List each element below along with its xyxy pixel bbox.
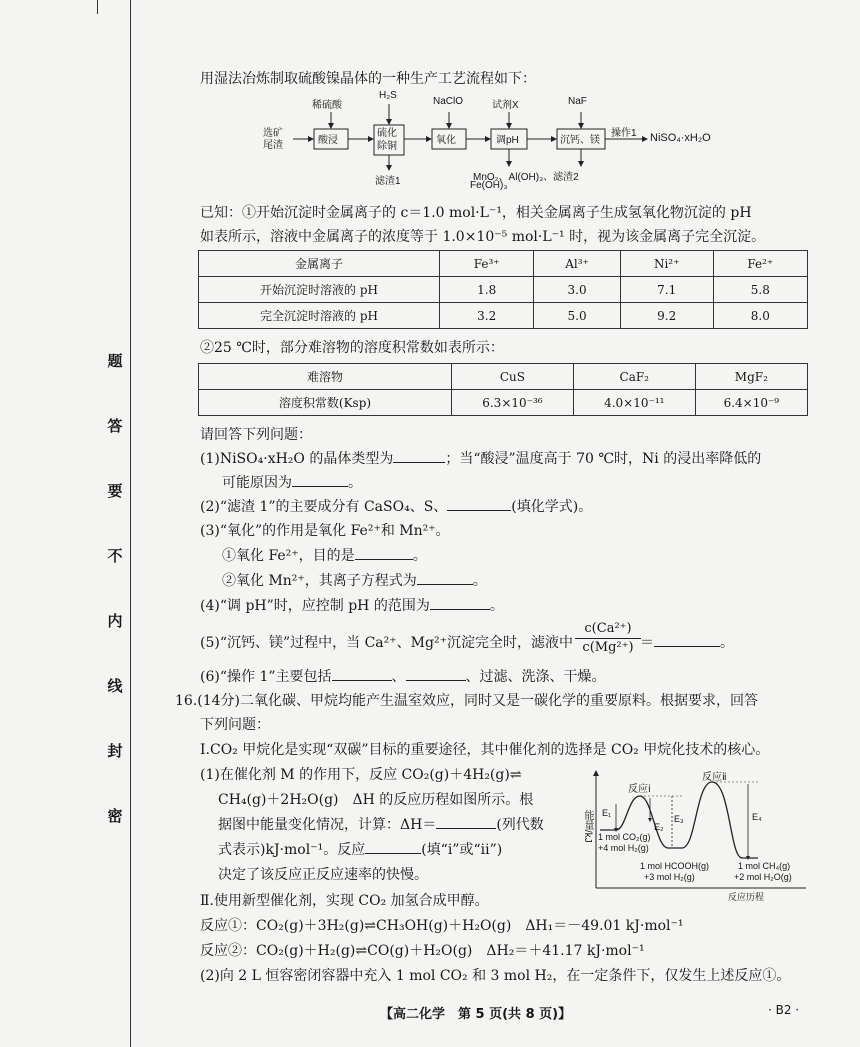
table-cell: 6.4×10⁻⁹ bbox=[695, 390, 807, 416]
table-cell: CaF₂ bbox=[573, 364, 695, 390]
step-label: 硫化 除铜 bbox=[377, 128, 397, 152]
binding-line bbox=[130, 0, 131, 1047]
p1-line5: 决定了该反应正反应速率的快慢。 bbox=[218, 867, 428, 883]
q1-text-b: ；当“酸浸”温度高于 70 ℃时，Ni 的浸出率降低的 bbox=[445, 451, 762, 467]
answer-blank[interactable] bbox=[430, 595, 490, 610]
known1-line1: 已知：①开始沉淀时金属离子的 c＝1.0 mol·L⁻¹，相关金属离子生成氢氧化物沉淀的 pH bbox=[200, 205, 752, 221]
x-axis-label: 反应历程 bbox=[728, 892, 765, 902]
p1-line4 bbox=[218, 839, 502, 859]
e4-label: E₄ bbox=[752, 812, 762, 822]
state1-label: +4 mol H₂(g) bbox=[598, 843, 649, 853]
answer-blank[interactable] bbox=[365, 839, 421, 854]
part1-text: Ⅰ.CO₂ 甲烷化是实现“双碳”目标的重要途径，其中催化剂的选择是 CO₂ 甲烷化技术的核心。 bbox=[200, 742, 770, 758]
q2-text-a: (2)“滤渣 1”的主要成分有 CaSO₄、S、 bbox=[200, 499, 448, 515]
binding-char: 内 bbox=[107, 612, 123, 630]
residue1-label: 滤渣1 bbox=[375, 176, 401, 187]
q3b-text: ②氧化 Mn²⁺，其离子方程式为 bbox=[222, 573, 417, 589]
page-code: · B2 · bbox=[768, 1003, 800, 1017]
reaction-ii-label: 反应ⅱ bbox=[702, 772, 727, 783]
binding-char: 不 bbox=[107, 547, 123, 565]
binding-char: 线 bbox=[107, 677, 123, 695]
energy-diagram bbox=[578, 770, 810, 902]
answer-blank[interactable] bbox=[417, 570, 473, 585]
y-axis-label: 能量/kJ bbox=[582, 810, 593, 843]
answer-blank[interactable] bbox=[654, 632, 720, 647]
answer-blank[interactable] bbox=[436, 814, 496, 829]
fraction-numerator: c(Ca²⁺) bbox=[575, 620, 641, 639]
state3-label: +2 mol H₂O(g) bbox=[734, 872, 792, 882]
table-header-row bbox=[199, 364, 808, 390]
table-row bbox=[199, 303, 808, 329]
table-cell: 3.0 bbox=[534, 277, 620, 303]
q16-line2: 下列问题： bbox=[200, 717, 270, 733]
binding-char: 密 bbox=[107, 807, 123, 825]
table-row bbox=[199, 277, 808, 303]
p1-line1: (1)在催化剂 M 的作用下，反应 CO₂(g)＋4H₂(g)⇌ bbox=[200, 767, 522, 783]
ask-text: 请回答下列问题： bbox=[200, 427, 312, 443]
p1-text-c: 据图中能量变化情况，计算：ΔH＝ bbox=[218, 817, 437, 833]
fraction-denominator: c(Mg²⁺) bbox=[582, 640, 634, 655]
table-cell: 5.0 bbox=[534, 303, 620, 329]
step-label: 氧化 bbox=[436, 135, 456, 146]
ksp-table bbox=[198, 363, 808, 416]
q3a-text: ①氧化 Fe²⁺，目的是 bbox=[222, 548, 355, 564]
flow-labels bbox=[255, 92, 735, 192]
binding-char: 封 bbox=[107, 742, 123, 760]
answer-blank[interactable] bbox=[393, 448, 445, 463]
q1-line1 bbox=[200, 448, 761, 468]
reagent-label: H₂S bbox=[379, 90, 397, 101]
table-cell: 溶度积常数(Ksp) bbox=[199, 390, 452, 416]
table-cell: 5.8 bbox=[713, 277, 807, 303]
p1-line3 bbox=[218, 814, 544, 834]
reaction-ii-curve bbox=[682, 782, 758, 858]
answer-blank[interactable] bbox=[292, 472, 348, 487]
residue2b-label: Fe(OH)₃ bbox=[470, 180, 508, 191]
part2-text: Ⅱ.使用新型催化剂，实现 CO₂ 加氢合成甲醇。 bbox=[200, 893, 489, 909]
q3b-line: ②氧化 Mn²⁺，其离子方程式为 。 bbox=[222, 570, 487, 590]
q6-text-a: (6)“操作 1”主要包括 bbox=[200, 669, 332, 685]
q2-line bbox=[200, 496, 592, 516]
binding-warning bbox=[104, 350, 126, 826]
q5-fraction bbox=[575, 620, 641, 657]
binding-char: 答 bbox=[107, 417, 123, 435]
reagent-label: 稀硫酸 bbox=[312, 100, 342, 111]
table-cell: 4.0×10⁻¹¹ bbox=[573, 390, 695, 416]
intro-text: 用湿法冶炼制取硫酸镍晶体的一种生产工艺流程如下： bbox=[200, 71, 536, 87]
state3-label: 1 mol CH₄(g) bbox=[738, 861, 791, 871]
q4-line: (4)“调 pH”时，应控制 pH 的范围为 。 bbox=[200, 595, 504, 615]
table-cell: Fe²⁺ bbox=[713, 251, 807, 277]
reaction1-text: 反应①：CO₂(g)＋3H₂(g)⇌CH₃OH(g)＋H₂O(g) ΔH₁＝－49.01 kJ·mol⁻¹ bbox=[200, 918, 684, 934]
answer-blank[interactable] bbox=[406, 666, 466, 681]
table-cell: 8.0 bbox=[713, 303, 807, 329]
known1-line2: 如表所示，溶液中金属离子的浓度等于 1.0×10⁻⁵ mol·L⁻¹ 时，视为该金属离子完全沉淀。 bbox=[200, 229, 766, 245]
page-footer: 【高二化学 第 5 页(共 8 页)】 bbox=[380, 1007, 572, 1022]
state2-label: +3 mol H₂(g) bbox=[644, 872, 695, 882]
step-label: 酸浸 bbox=[318, 135, 338, 146]
known2-text: ②25 ℃时，部分难溶物的溶度积常数如表所示： bbox=[200, 340, 504, 356]
q5-answer: ＝ 。 bbox=[640, 632, 734, 652]
table-cell: 1.8 bbox=[440, 277, 534, 303]
product-label: NiSO₄·xH₂O bbox=[650, 132, 711, 144]
state2-label: 1 mol HCOOH(g) bbox=[640, 861, 710, 871]
flow-start: 选矿 尾渣 bbox=[263, 128, 283, 151]
table-cell: 7.1 bbox=[620, 277, 713, 303]
step-label: 调pH bbox=[496, 135, 519, 146]
p1-text-d: 式表示)kJ·mol⁻¹。反应 bbox=[218, 842, 366, 858]
e2-label: E₂ bbox=[654, 822, 664, 832]
table-cell: CuS bbox=[452, 364, 574, 390]
table-cell: 完全沉淀时溶液的 pH bbox=[199, 303, 440, 329]
table-cell: 金属离子 bbox=[199, 251, 440, 277]
residue2-label: MnO₂、Al(OH)₃、滤渣2 bbox=[473, 172, 579, 183]
table-cell: Ni²⁺ bbox=[620, 251, 713, 277]
binding-char: 要 bbox=[107, 482, 123, 500]
q4-text: (4)“调 pH”时，应控制 pH 的范围为 bbox=[200, 598, 430, 614]
table-cell: Fe³⁺ bbox=[440, 251, 534, 277]
q5-text: (5)“沉钙、镁”过程中，当 Ca²⁺、Mg²⁺沉淀完全时，滤液中 bbox=[200, 635, 573, 651]
reaction-i-label: 反应ⅰ bbox=[628, 784, 651, 795]
ph-table bbox=[198, 250, 808, 329]
table-cell: 难溶物 bbox=[199, 364, 452, 390]
table-cell: 9.2 bbox=[620, 303, 713, 329]
q2-text-b: (填化学式)。 bbox=[511, 499, 593, 515]
p1-text-c2: (列代数 bbox=[496, 817, 544, 833]
table-header-row bbox=[199, 251, 808, 277]
table-cell: MgF₂ bbox=[695, 364, 807, 390]
q1-text-a: (1)NiSO₄·xH₂O 的晶体类型为 bbox=[200, 451, 394, 467]
reagent-label: 试剂X bbox=[492, 100, 519, 111]
e1-label: E₁ bbox=[602, 808, 612, 818]
binding-mark bbox=[97, 0, 98, 14]
op1-label: 操作1 bbox=[611, 128, 637, 139]
reaction2-text: 反应②：CO₂(g)＋H₂(g)⇌CO(g)＋H₂O(g) ΔH₂＝＋41.17 kJ·mol⁻¹ bbox=[200, 943, 645, 959]
e3-label: E₃ bbox=[674, 814, 684, 824]
state1-label: 1 mol CO₂(g) bbox=[598, 832, 651, 842]
p1-line2: CH₄(g)＋2H₂O(g) ΔH 的反应历程如图所示。根 bbox=[218, 792, 534, 808]
q6-text-b: 、过滤、洗涤、干燥。 bbox=[465, 669, 606, 685]
table-cell: Al³⁺ bbox=[534, 251, 620, 277]
p2-text: (2)向 2 L 恒容密闭容器中充入 1 mol CO₂ 和 3 mol H₂，在一定条件下，仅发生上述反应①。 bbox=[200, 968, 791, 984]
step-label: 沉钙、镁 bbox=[560, 135, 600, 146]
q1-line2: 可能原因为 。 bbox=[222, 472, 362, 492]
answer-blank[interactable] bbox=[447, 496, 511, 511]
q5-line bbox=[200, 632, 573, 652]
q16-line1: 16.(14分)二氧化碳、甲烷均能产生温室效应，同时又是一碳化学的重要原料。根据要求，回答 bbox=[175, 693, 759, 709]
table-cell: 开始沉淀时溶液的 pH bbox=[199, 277, 440, 303]
answer-blank[interactable] bbox=[355, 545, 413, 560]
q6-line: (6)“操作 1”主要包括 、 、过滤、洗涤、干燥。 bbox=[200, 666, 606, 686]
p1-text-d2: (填“ⅰ”或“ⅱ”) bbox=[421, 842, 503, 858]
table-cell: 6.3×10⁻³⁶ bbox=[452, 390, 574, 416]
reagent-label: NaF bbox=[568, 96, 587, 107]
binding-char: 题 bbox=[107, 352, 123, 370]
q3-line: (3)“氧化”的作用是氧化 Fe²⁺和 Mn²⁺。 bbox=[200, 523, 450, 539]
q3a-line: ①氧化 Fe²⁺，目的是 。 bbox=[222, 545, 427, 565]
table-cell: 3.2 bbox=[440, 303, 534, 329]
q1-text-c: 可能原因为 bbox=[222, 475, 292, 491]
reagent-label: NaClO bbox=[433, 96, 464, 107]
answer-blank[interactable] bbox=[332, 666, 392, 681]
table-row bbox=[199, 390, 808, 416]
